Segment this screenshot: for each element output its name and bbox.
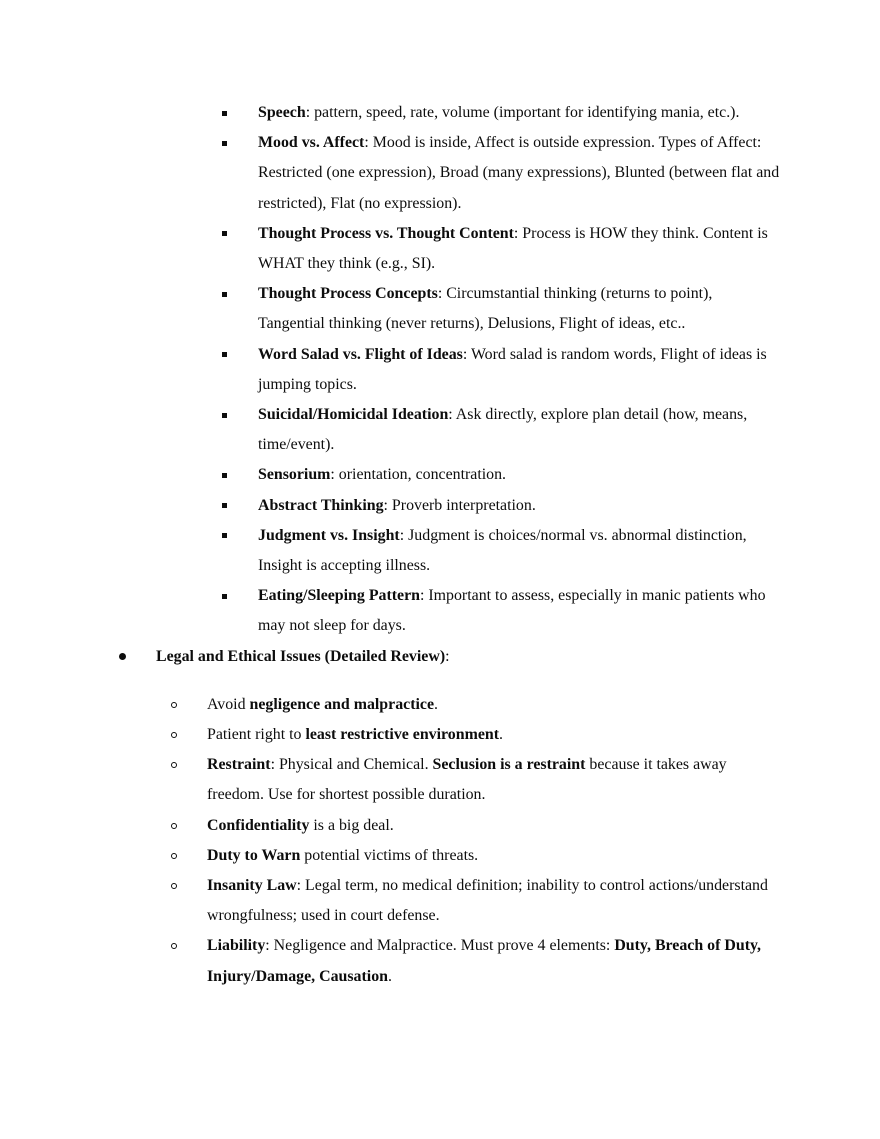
list-item [0, 841, 880, 871]
text-run-bold: Abstract Thinking [258, 496, 384, 514]
bullet-square-icon [222, 594, 227, 599]
text-run: Patient right to [207, 726, 306, 744]
bullet-square-icon [222, 292, 227, 297]
text-run: potential victims of threats. [300, 846, 479, 864]
list-item-text [258, 219, 781, 279]
list-item-text [207, 841, 774, 871]
text-run: : Process is HOW they think. Content is WHAT they think (e.g., SI). [258, 224, 768, 273]
text-run-bold: Thought Process Concepts [258, 285, 438, 303]
list-item [0, 279, 880, 339]
text-run-bold: Thought Process vs. Thought Content [258, 224, 514, 242]
list-item [0, 931, 880, 991]
text-run: : orientation, concentration. [330, 466, 507, 484]
list-item [0, 128, 880, 219]
bullet-square-icon [222, 533, 227, 538]
text-run-bold: Insanity Law [207, 877, 297, 895]
text-run: because it takes away freedom. Use for shortest possible duration. [207, 756, 727, 804]
text-run: . [499, 726, 503, 744]
text-run-bold: Seclusion is a restraint [432, 756, 586, 774]
text-run: : Word salad is random words, Flight of ideas is jumping topics. [258, 345, 767, 393]
bullet-square-icon [222, 413, 227, 418]
text-run: . [434, 695, 438, 713]
list-item [0, 340, 880, 400]
list-item-text [207, 690, 774, 720]
text-run-bold: Legal and Ethical Issues (Detailed Review) [156, 647, 446, 665]
list-item [0, 219, 880, 279]
list-item-text [258, 491, 781, 521]
bullet-circle-icon [171, 762, 177, 768]
list-item [0, 460, 880, 490]
bullet-list-level-3 [0, 98, 880, 642]
list-item [0, 98, 880, 128]
bullet-square-icon [222, 111, 227, 116]
list-item [0, 521, 880, 581]
text-run: . [388, 967, 392, 985]
list-item-text [156, 642, 796, 672]
text-run: : Judgment is choices/normal vs. abnormal distinction, Insight is accepting illness. [258, 526, 747, 575]
text-run: : Important to assess, especially in manic patients who may not sleep for days. [258, 587, 766, 635]
bullet-circle-icon [171, 823, 177, 829]
list-item-text [207, 871, 774, 931]
list-item-text [258, 128, 781, 219]
bullet-circle-icon [171, 853, 177, 859]
list-item [0, 491, 880, 521]
bullet-square-icon [222, 141, 227, 146]
text-run-bold: Word Salad vs. Flight of Ideas [258, 345, 463, 363]
list-item-text [207, 750, 774, 810]
text-run-bold: Eating/Sleeping Pattern [258, 587, 420, 605]
text-run: : Proverb interpretation. [383, 496, 536, 514]
text-run-bold: Restraint [207, 756, 271, 774]
text-run-bold: negligence and malpractice [249, 695, 435, 713]
bullet-square-icon [222, 503, 227, 508]
text-run-bold: Duty, Breach of Duty, Injury/Damage, Causation [207, 937, 762, 985]
bullet-square-icon [222, 231, 227, 236]
bullet-square-icon [222, 352, 227, 357]
text-run: : Mood is inside, Affect is outside expression. Types of Affect: Restricted (one expression), Broad (many expressions), Blunted (between flat and restricted), Flat (no expression). [258, 134, 780, 212]
text-run-bold: least restrictive environment [305, 726, 500, 744]
text-run-bold: Judgment vs. Insight [258, 526, 400, 544]
text-run-bold: Duty to Warn [207, 846, 301, 864]
text-run: : pattern, speed, rate, volume (important for identifying mania, etc.). [305, 104, 740, 121]
bullet-square-icon [222, 473, 227, 478]
text-run: : Legal term, no medical definition; inability to control actions/understand wrongfulness; used in court defense. [207, 877, 768, 925]
text-run: : Circumstantial thinking (returns to point), Tangential thinking (never returns), Delusions, Flight of ideas, etc.. [258, 285, 713, 333]
list-item [0, 642, 880, 672]
text-run: : Negligence and Malpractice. Must prove 4 elements: [265, 937, 615, 955]
text-run: : [445, 647, 450, 665]
text-run: : Ask directly, explore plan detail (how, means, time/event). [258, 406, 748, 454]
bullet-circle-icon [171, 732, 177, 738]
bullet-circle-icon [171, 943, 177, 949]
list-item-text [258, 98, 781, 128]
list-item [0, 400, 880, 460]
text-run: is a big deal. [309, 816, 394, 834]
text-run-bold: Liability [207, 937, 266, 955]
text-run: Avoid [207, 695, 250, 713]
text-run-bold: Speech [258, 104, 306, 121]
bullet-circle-icon [171, 883, 177, 889]
bullet-list-level-1 [0, 642, 880, 672]
bullet-disc-icon [119, 653, 126, 660]
text-run-bold: Suicidal/Homicidal Ideation [258, 406, 449, 424]
list-item [0, 811, 880, 841]
text-run-bold: Confidentiality [207, 816, 310, 834]
list-item [0, 871, 880, 931]
list-item [0, 581, 880, 641]
text-run-bold: Mood vs. Affect [258, 134, 365, 152]
list-item-text [258, 581, 781, 641]
list-item-text [258, 340, 781, 400]
list-item-text [258, 279, 781, 339]
bullet-circle-icon [171, 702, 177, 708]
list-item [0, 750, 880, 810]
list-item-text [258, 521, 781, 581]
list-item-text [258, 400, 781, 460]
list-item-text [207, 811, 774, 841]
bullet-list-level-2 [0, 690, 880, 992]
text-run: : Physical and Chemical. [270, 756, 433, 774]
list-item [0, 690, 880, 720]
list-item-text [258, 460, 781, 490]
list-item-text [207, 931, 774, 991]
list-item [0, 720, 880, 750]
list-item-text [207, 720, 774, 750]
text-run-bold: Sensorium [258, 466, 331, 484]
